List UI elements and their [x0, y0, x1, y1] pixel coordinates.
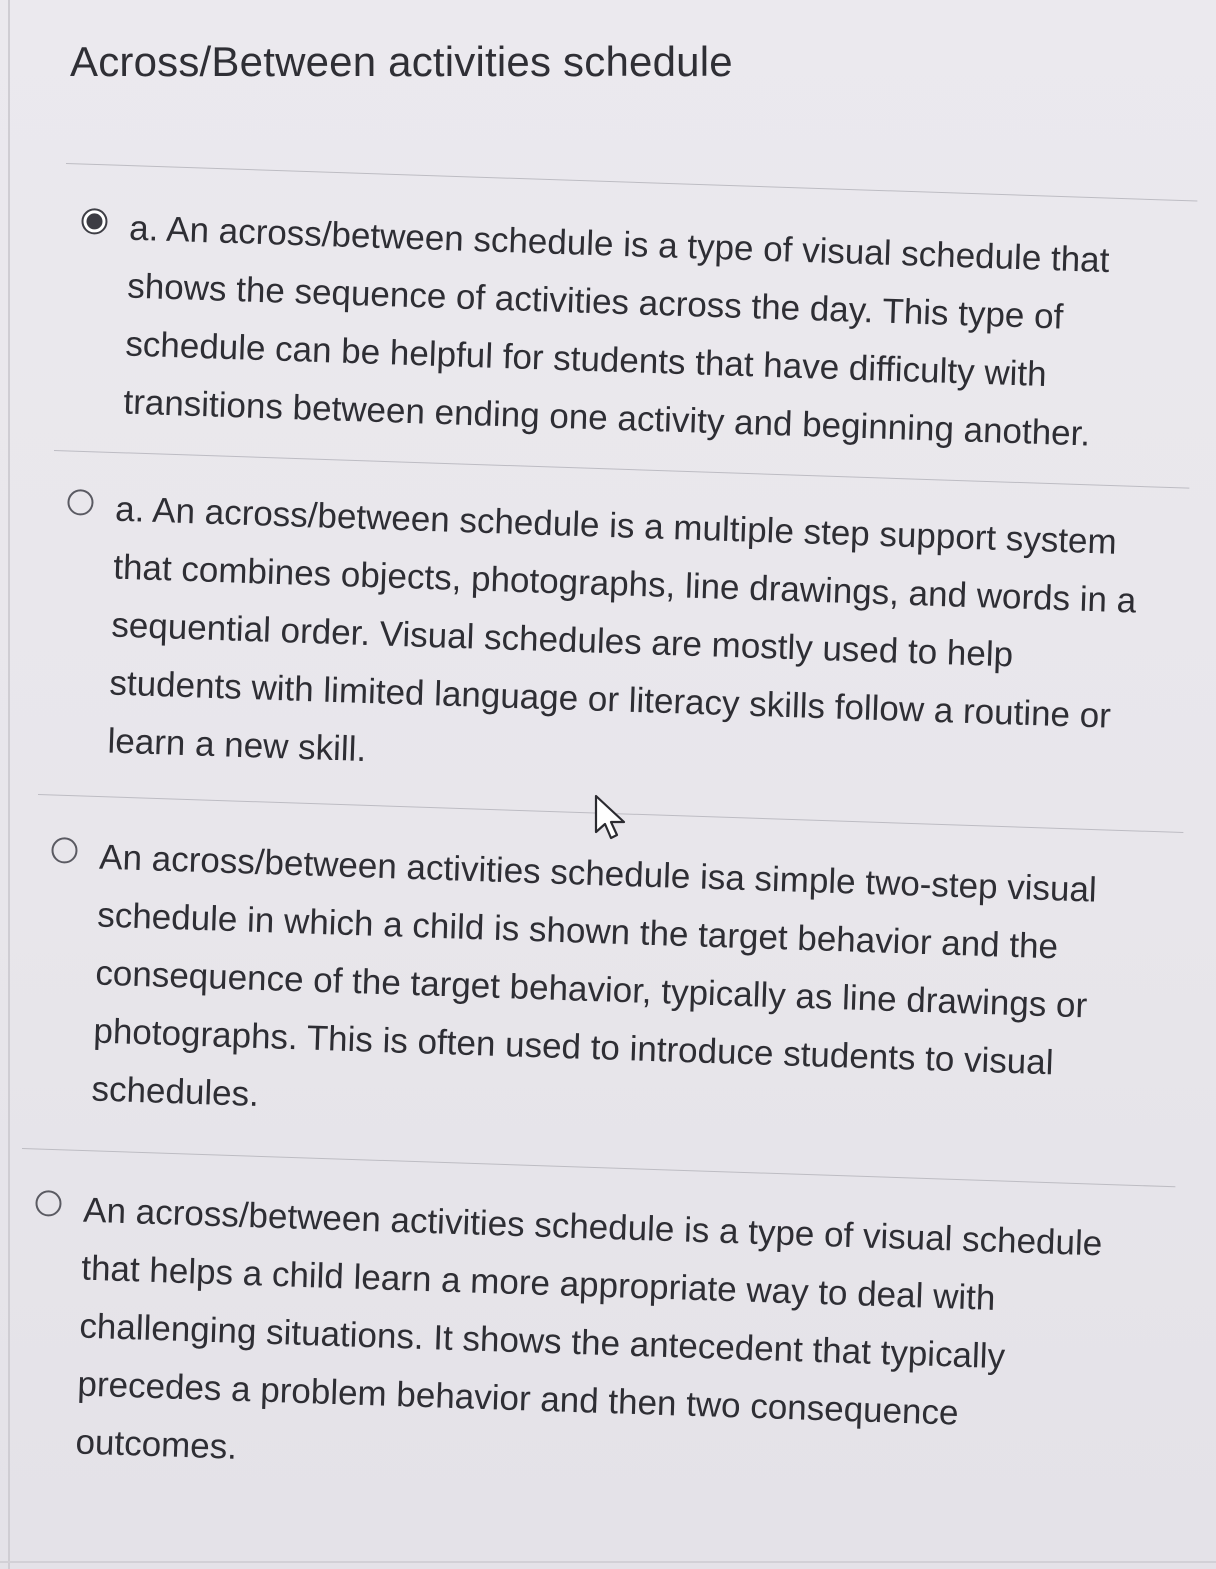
divider-3 [22, 1148, 1175, 1187]
answer-option-1-text: a. An across/between schedule is a type of visual schedule that shows the sequence of activities across the day. This type of schedule can be helpful for students that have difficulty with transitions between ending one activity and beginning another. [122, 208, 1111, 454]
bottom-border [0, 1561, 1216, 1563]
answer-option-4-text: An across/between activities schedule is a type of visual schedule that helps a child learn a more appropriate way to deal with challenging situations. It shows the antecedent that typically precedes a problem behavior and then two consequence outcomes. [74, 1190, 1103, 1467]
question-title: Across/Between activities schedule [70, 38, 733, 85]
radio-checked-icon[interactable] [81, 208, 108, 235]
mouse-pointer-icon [594, 794, 628, 842]
radio-unchecked-icon[interactable] [67, 489, 94, 516]
radio-unchecked-icon[interactable] [51, 837, 78, 864]
answer-option-3-text: An across/between activities schedule isa simple two-step visual schedule in which a child is shown the target behavior and the consequence of the target behavior, typically as line drawings or photographs. This is often used to introduce students to visual schedules. [90, 837, 1098, 1114]
answer-option-2-text: a. An across/between schedule is a multiple step support system that combines objects, photographs, line drawings, and words in a sequential order. Visual schedules are mostly used to help students with limited language or literacy skills follow a routine or learn a new skill. [106, 489, 1137, 770]
divider-title [66, 163, 1197, 202]
radio-unchecked-icon[interactable] [35, 1190, 62, 1217]
left-border [8, 0, 10, 1569]
